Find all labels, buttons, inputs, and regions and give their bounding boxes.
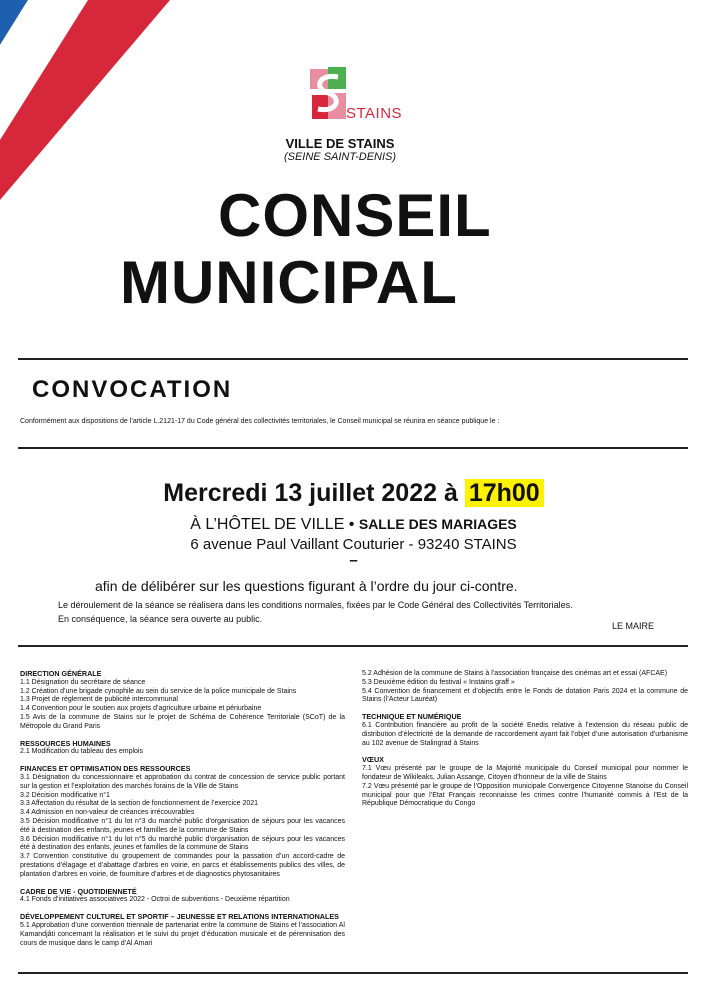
meeting-time: 17h00 — [465, 479, 544, 507]
section-title: CADRE DE VIE - QUOTIDIENNETÉ — [20, 886, 137, 896]
agenda-item: 1.1 Désignation du secrétaire de séance — [20, 678, 146, 686]
section-title: RESSOURCES HUMAINES — [20, 738, 111, 748]
agenda-item: 1.3 Projet de règlement de publicité intercommunal — [20, 696, 178, 704]
agenda-item: 5.3 Deuxième édition du festival « Instains graff » — [362, 678, 515, 686]
purpose-text: afin de délibérer sur les questions figurant à l’ordre du jour ci-contre. — [95, 578, 518, 594]
agenda-item: 3.4 Admission en non-valeur de créances irrécouvrables — [20, 809, 195, 817]
title-line-2: MUNICIPAL — [120, 249, 458, 316]
section-title: DÉVELOPPEMENT CULTUREL ET SPORTIF – JEUNESSE ET RELATIONS INTERNATIONALES — [20, 912, 339, 922]
agenda-item: 1.5 Avis de la commune de Stains sur le projet de Schéma de Cohérence Territoriale (SCoT) de la Métropole du Grand Paris — [20, 713, 345, 730]
meeting-place — [0, 516, 707, 534]
section-title: VŒUX — [362, 755, 384, 765]
section-title: DIRECTION GÉNÉRALE — [20, 669, 102, 678]
convocation-heading: CONVOCATION — [32, 376, 233, 403]
agenda-item: 7.2 Vœu présenté par le groupe de l’Opposition municipale Convergence Citoyenne Stanoise du Conseil municipal pour que l’Etat Français reconnaisse les crimes contre l’humanité commis à l’Est de la République Démocratique du Congo — [362, 782, 688, 808]
agenda-item: 3.7 Convention constitutive du groupement de commandes pour la passation d’un accord-cadre de prestations d’élagage et d’abattage d’arbres en voirie, en parcs et établissements publics des villes, de plantation d’arbres en voirie, de fourniture d’arbres et de diagnostics phytosanitaires — [20, 853, 345, 878]
place-text: À L’HÔTEL DE VILLE • — [190, 516, 359, 533]
agenda-item: 5.4 Convention de financement et d’objectifs entre le Fonds de dotation Paris 2024 et la commune de Stains (l’Acteur Lauréat) — [362, 687, 688, 704]
date-text: Mercredi 13 juillet 2022 à — [163, 479, 465, 507]
agenda-column-right — [362, 670, 688, 809]
agenda-item: 3.3 Affectation du résultat de la section de fonctionnement de l’exercice 2021 — [20, 800, 259, 808]
divider-agenda — [18, 645, 688, 647]
section-title: TECHNIQUE ET NUMÉRIQUE — [362, 712, 462, 722]
agenda-column-left — [20, 670, 345, 948]
meeting-date — [0, 479, 707, 508]
agenda-item: 2.1 Modification du tableau des emplois — [20, 748, 143, 756]
department-label: (SEINE SAINT-DENIS) — [283, 151, 397, 163]
agenda-item: 3.1 Désignation du concessionnaire et approbation du contrat de concession de service public portant sur la gestion et l’exploitation des marchés forains de la Ville de Stains — [20, 773, 345, 790]
agenda-item: 1.4 Convention pour le soutien aux projets d’agriculture urbaine et périurbaine — [20, 705, 262, 713]
agenda-item: 4.1 Fonds d’initiatives associatives 2022 - Octroi de subventions - Deuxième répartition — [20, 896, 290, 904]
ville-label: VILLE DE STAINS — [285, 136, 395, 151]
tricolor-flag-graphic — [0, 0, 200, 210]
stains-logo-icon — [308, 67, 348, 123]
agenda-item: 5.1 Approbation d’une convention triennale de partenariat entre la commune de Stains et l’association Al Kamandjâti concernant la réalisation et le suivi du projet d’éducation musicale et de pérennisation des cours de musique dans le camp d’Al Amari — [20, 921, 345, 947]
meeting-address: 6 avenue Paul Vaillant Couturier - 93240 STAINS — [190, 536, 517, 553]
public-session-text: En conséquence, la séance sera ouverte au public. — [58, 614, 263, 624]
agenda-item: 5.2 Adhésion de la commune de Stains à l’association française des cinémas art et essai (AFCAE) — [362, 670, 668, 677]
agenda-item: 3.6 Décision modificative n°1 du lot n°5 du marché public d’organisation de séjours pour les vacances été à destination des enfants, jeunes et familles de la commune de Stains — [20, 835, 345, 852]
agenda-item: 7.1 Vœu présenté par le groupe de la Majorité municipale du Conseil municipal pour nommer le fondateur de Wikileaks, Julian Assange, Citoyen d’honneur de la ville de Stains — [362, 765, 688, 781]
agenda-item: 3.2 Décision modificative n°1 — [20, 791, 110, 799]
section-title: FINANCES ET OPTIMISATION DES RESSOURCES — [20, 764, 191, 774]
room-name: SALLE DES MARIAGES — [358, 516, 517, 532]
divider-middle — [18, 447, 688, 449]
separator-dash: – — [349, 552, 358, 569]
conditions-text: Le déroulement de la séance se réalisera dans les conditions normales, fixées par le Code Général des Collectivités Territoriales. — [58, 600, 573, 610]
logo-brand-text: STAINS — [346, 105, 403, 122]
agenda-item: 1.2 Création d’une brigade cynophile au sein du service de la police municipale de Stains — [20, 687, 297, 695]
signature-maire: LE MAIRE — [612, 621, 655, 631]
agenda-item: 3.5 Décision modificative n°1 du lot n°3 du marché public d’organisation de séjours pour les vacances été à destination des enfants, jeunes et familles de la commune de Stains — [20, 817, 345, 834]
divider-top — [18, 358, 688, 360]
agenda-item: 6.1 Contribution financière au profit de la société Enedis relative à l’extension du réseau public de distribution d’électricité de la demande de raccordement ayant fait l’objet d’une autorisation d’urbanisme au 102 avenue de Stalingrad à Stains — [362, 721, 688, 747]
title-line-1: CONSEIL — [218, 182, 492, 249]
convocation-intro: Conformément aux dispositions de l’article L.2121-17 du Code général des collectivités territoriales, le Conseil municipal se réunira en séance publique le : — [20, 418, 500, 425]
divider-bottom — [18, 972, 688, 974]
